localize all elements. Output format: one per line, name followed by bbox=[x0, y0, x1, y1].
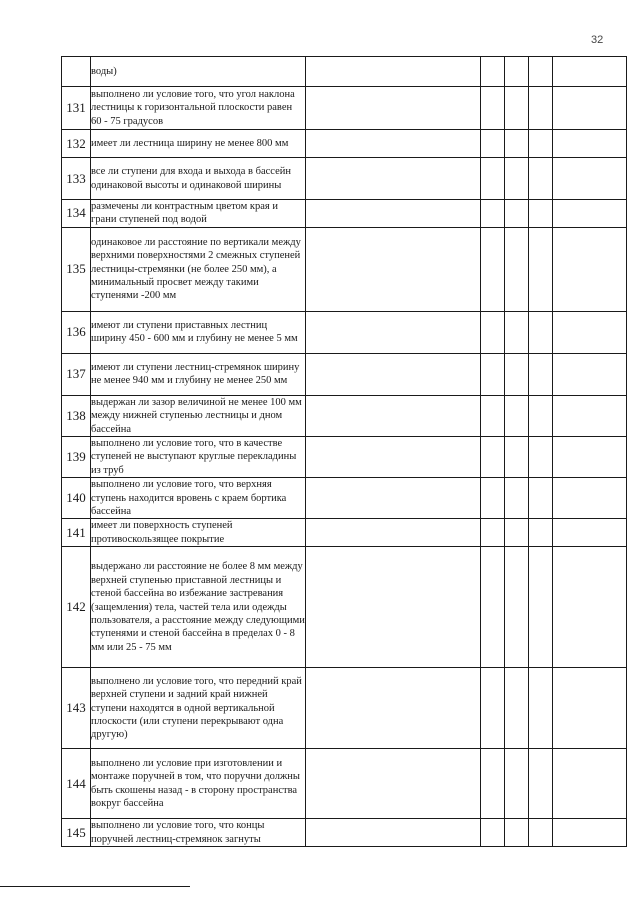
answer-cell[interactable] bbox=[505, 130, 529, 158]
table-row bbox=[62, 819, 627, 847]
row-question: выполнено ли условие при изготовлении и монтаже поручней в том, что поручни должны быть скошены назад - в сторону пространства вокруг бассейна bbox=[91, 749, 306, 819]
answer-cell[interactable] bbox=[306, 353, 481, 395]
answer-cell[interactable] bbox=[529, 353, 553, 395]
table-row bbox=[62, 353, 627, 395]
answer-cell[interactable] bbox=[553, 749, 627, 819]
answer-cell[interactable] bbox=[505, 395, 529, 436]
row-question: выполнено ли условие того, что в качестве ступеней не выступают круглые перекладины из труб bbox=[91, 437, 306, 478]
answer-cell[interactable] bbox=[481, 478, 505, 519]
answer-cell[interactable] bbox=[529, 311, 553, 353]
answer-cell[interactable] bbox=[306, 200, 481, 228]
row-number: 143 bbox=[62, 668, 91, 749]
table-row bbox=[62, 437, 627, 478]
answer-cell[interactable] bbox=[529, 200, 553, 228]
answer-cell[interactable] bbox=[306, 478, 481, 519]
answer-cell[interactable] bbox=[553, 668, 627, 749]
answer-cell[interactable] bbox=[505, 311, 529, 353]
answer-cell[interactable] bbox=[553, 311, 627, 353]
answer-cell[interactable] bbox=[529, 227, 553, 311]
row-number bbox=[62, 57, 91, 87]
answer-cell[interactable] bbox=[505, 87, 529, 130]
row-number: 140 bbox=[62, 478, 91, 519]
answer-cell[interactable] bbox=[481, 311, 505, 353]
answer-cell[interactable] bbox=[481, 547, 505, 668]
answer-cell[interactable] bbox=[553, 87, 627, 130]
answer-cell[interactable] bbox=[481, 87, 505, 130]
answer-cell[interactable] bbox=[553, 158, 627, 200]
row-number: 139 bbox=[62, 437, 91, 478]
answer-cell[interactable] bbox=[505, 749, 529, 819]
row-number: 145 bbox=[62, 819, 91, 847]
row-number: 141 bbox=[62, 519, 91, 547]
answer-cell[interactable] bbox=[306, 311, 481, 353]
answer-cell[interactable] bbox=[529, 819, 553, 847]
answer-cell[interactable] bbox=[306, 57, 481, 87]
table-row bbox=[62, 519, 627, 547]
answer-cell[interactable] bbox=[529, 519, 553, 547]
row-number: 142 bbox=[62, 547, 91, 668]
row-question: выполнено ли условие того, что передний край верхней ступени и задний край нижней ступени находятся в одной вертикальной плоскости (или ступени перекрывают одна другую) bbox=[91, 668, 306, 749]
table-row bbox=[62, 57, 627, 87]
row-question: имеют ли ступени приставных лестниц ширину 450 - 600 мм и глубину не менее 5 мм bbox=[91, 311, 306, 353]
row-question: имеют ли ступени лестниц-стремянок ширину не менее 940 мм и глубину не менее 250 мм bbox=[91, 353, 306, 395]
row-question: воды) bbox=[91, 57, 306, 87]
answer-cell[interactable] bbox=[481, 158, 505, 200]
answer-cell[interactable] bbox=[481, 819, 505, 847]
answer-cell[interactable] bbox=[505, 478, 529, 519]
row-question: имеет ли лестница ширину не менее 800 мм bbox=[91, 130, 306, 158]
answer-cell[interactable] bbox=[306, 227, 481, 311]
table-row bbox=[62, 130, 627, 158]
row-question: выполнено ли условие того, что концы поручней лестниц-стремянок загнуты bbox=[91, 819, 306, 847]
row-question: выдержан ли зазор величиной не менее 100 мм между нижней ступенью лестницы и дном бассейна bbox=[91, 395, 306, 436]
row-number: 137 bbox=[62, 353, 91, 395]
checklist-table bbox=[61, 56, 627, 847]
answer-cell[interactable] bbox=[529, 478, 553, 519]
answer-cell[interactable] bbox=[553, 437, 627, 478]
answer-cell[interactable] bbox=[529, 437, 553, 478]
table-row bbox=[62, 478, 627, 519]
answer-cell[interactable] bbox=[529, 130, 553, 158]
row-number: 144 bbox=[62, 749, 91, 819]
answer-cell[interactable] bbox=[306, 395, 481, 436]
row-number: 131 bbox=[62, 87, 91, 130]
table-row bbox=[62, 668, 627, 749]
answer-cell[interactable] bbox=[306, 437, 481, 478]
row-question: выполнено ли условие того, что верхняя ступень находится вровень с краем бортика бассейна bbox=[91, 478, 306, 519]
answer-cell[interactable] bbox=[553, 478, 627, 519]
table-row bbox=[62, 311, 627, 353]
answer-cell[interactable] bbox=[481, 57, 505, 87]
answer-cell[interactable] bbox=[481, 130, 505, 158]
answer-cell[interactable] bbox=[505, 57, 529, 87]
answer-cell[interactable] bbox=[505, 819, 529, 847]
answer-cell[interactable] bbox=[505, 200, 529, 228]
answer-cell[interactable] bbox=[505, 158, 529, 200]
answer-cell[interactable] bbox=[505, 353, 529, 395]
answer-cell[interactable] bbox=[306, 130, 481, 158]
row-number: 138 bbox=[62, 395, 91, 436]
table-row bbox=[62, 158, 627, 200]
answer-cell[interactable] bbox=[505, 547, 529, 668]
answer-cell[interactable] bbox=[306, 668, 481, 749]
row-question: выдержано ли расстояние не более 8 мм между верхней ступенью приставной лестницы и стеной бассейна во избежание застревания (защемления) тела, частей тела или одежды пользователя, а расстояние между следующими ступенями и стеной бассейна в пределах 0 - 8 мм или 25 - 75 мм bbox=[91, 547, 306, 668]
row-question: все ли ступени для входа и выхода в бассейн одинаковой высоты и одинаковой ширины bbox=[91, 158, 306, 200]
answer-cell[interactable] bbox=[505, 519, 529, 547]
answer-cell[interactable] bbox=[529, 395, 553, 436]
answer-cell[interactable] bbox=[306, 749, 481, 819]
footnote-divider bbox=[0, 886, 190, 887]
answer-cell[interactable] bbox=[553, 130, 627, 158]
answer-cell[interactable] bbox=[306, 547, 481, 668]
answer-cell[interactable] bbox=[553, 547, 627, 668]
table-row bbox=[62, 200, 627, 228]
page-number: 32 bbox=[591, 34, 604, 46]
row-question: одинаковое ли расстояние по вертикали между верхними поверхностями 2 смежных ступеней лестницы-стремянки (не более 250 мм), а минимальный просвет между такими ступенями -200 мм bbox=[91, 227, 306, 311]
answer-cell[interactable] bbox=[553, 395, 627, 436]
answer-cell[interactable] bbox=[481, 749, 505, 819]
answer-cell[interactable] bbox=[553, 227, 627, 311]
answer-cell[interactable] bbox=[481, 395, 505, 436]
row-question: выполнено ли условие того, что угол наклона лестницы к горизонтальной плоскости равен 60 - 75 градусов bbox=[91, 87, 306, 130]
answer-cell[interactable] bbox=[505, 227, 529, 311]
answer-cell[interactable] bbox=[553, 353, 627, 395]
answer-cell[interactable] bbox=[481, 353, 505, 395]
table-row bbox=[62, 749, 627, 819]
answer-cell[interactable] bbox=[529, 749, 553, 819]
answer-cell[interactable] bbox=[481, 200, 505, 228]
row-question: размечены ли контрастным цветом края и грани ступеней под водой bbox=[91, 200, 306, 228]
answer-cell[interactable] bbox=[306, 87, 481, 130]
table-row bbox=[62, 227, 627, 311]
answer-cell[interactable] bbox=[306, 519, 481, 547]
answer-cell[interactable] bbox=[553, 519, 627, 547]
answer-cell[interactable] bbox=[529, 158, 553, 200]
answer-cell[interactable] bbox=[529, 57, 553, 87]
row-question: имеет ли поверхность ступеней противоскользящее покрытие bbox=[91, 519, 306, 547]
answer-cell[interactable] bbox=[505, 668, 529, 749]
row-number: 135 bbox=[62, 227, 91, 311]
row-number: 133 bbox=[62, 158, 91, 200]
answer-cell[interactable] bbox=[553, 819, 627, 847]
answer-cell[interactable] bbox=[553, 57, 627, 87]
answer-cell[interactable] bbox=[505, 437, 529, 478]
table-row bbox=[62, 87, 627, 130]
answer-cell[interactable] bbox=[481, 519, 505, 547]
answer-cell[interactable] bbox=[306, 158, 481, 200]
answer-cell[interactable] bbox=[529, 547, 553, 668]
row-number: 132 bbox=[62, 130, 91, 158]
table-row bbox=[62, 547, 627, 668]
answer-cell[interactable] bbox=[529, 668, 553, 749]
answer-cell[interactable] bbox=[481, 437, 505, 478]
answer-cell[interactable] bbox=[306, 819, 481, 847]
answer-cell[interactable] bbox=[553, 200, 627, 228]
answer-cell[interactable] bbox=[481, 668, 505, 749]
row-number: 134 bbox=[62, 200, 91, 228]
answer-cell[interactable] bbox=[481, 227, 505, 311]
answer-cell[interactable] bbox=[529, 87, 553, 130]
table-row bbox=[62, 395, 627, 436]
row-number: 136 bbox=[62, 311, 91, 353]
